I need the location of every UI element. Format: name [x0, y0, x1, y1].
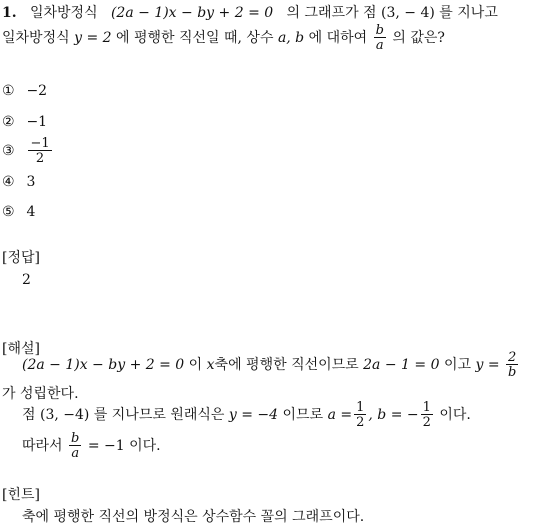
explanation-text: 축에 평행한 직선이므로: [214, 357, 359, 373]
choice-5[interactable]: [2, 204, 35, 220]
explanation-line-1: [22, 351, 520, 379]
explanation-line-4: [22, 432, 161, 460]
fraction: [354, 401, 366, 429]
explanation-text: 이고: [443, 357, 471, 373]
numerator: 1: [422, 400, 431, 415]
fraction: [421, 401, 433, 429]
equation: (2a − 1)x − by + 2 = 0: [22, 357, 185, 373]
choice-value: 3: [26, 174, 36, 190]
choice-marker: ③: [2, 143, 15, 159]
numerator: −1: [30, 136, 50, 151]
question-line-2: [2, 24, 445, 52]
answer-value: 2: [22, 272, 31, 288]
denominator: 2: [28, 150, 51, 165]
hint-text: 축에 평행한 직선의 방정식은 상수함수 꼴의 그래프이다.: [22, 509, 365, 525]
equation: (2a − 1)x − by + 2 = 0: [110, 5, 274, 21]
choice-value: −1: [26, 114, 48, 130]
choice-value: −2: [26, 83, 48, 99]
explanation-text: 이다.: [129, 438, 161, 454]
explanation-text: 따라서: [22, 438, 63, 454]
choice-marker: ⑤: [2, 204, 15, 220]
denominator: b: [508, 365, 517, 380]
question-text: 일차방정식: [2, 30, 70, 46]
question-text: 의 값은?: [392, 30, 445, 46]
choice-marker: ②: [2, 114, 15, 130]
choice-fraction: [28, 137, 51, 165]
choice-2[interactable]: [2, 114, 47, 130]
equation: y = −4: [228, 407, 279, 423]
choice-value: 4: [26, 204, 36, 220]
choice-marker: ①: [2, 83, 15, 99]
question-text: 일차방정식: [29, 5, 98, 21]
question-text: 에 평행한 직선일 때, 상수: [115, 30, 274, 46]
equation: y =: [475, 357, 500, 373]
choice-3[interactable]: [2, 137, 54, 165]
hint-label: [힌트]: [2, 487, 40, 503]
explanation-text: 이: [188, 357, 203, 373]
explanation-text: 점: [22, 407, 36, 423]
question-line-1: [2, 2, 498, 22]
numerator: b: [71, 431, 80, 446]
question-text: 의 그래프가 점 (3, − 4) 를 지나고: [286, 5, 498, 21]
explanation-line-3: [22, 401, 471, 429]
numerator: 2: [508, 350, 517, 365]
equation: y = 2: [74, 30, 112, 46]
choice-4[interactable]: [2, 174, 35, 190]
explanation-label: [해설]: [2, 341, 40, 357]
denominator: a: [374, 37, 386, 52]
equation: 2a − 1 = 0: [363, 357, 440, 373]
fraction: [374, 24, 386, 52]
numerator: 1: [356, 400, 365, 415]
question-number: 1.: [2, 5, 17, 21]
explanation-text: 이다.: [439, 407, 471, 423]
fraction: [69, 432, 81, 460]
denominator: 2: [422, 415, 431, 430]
variable: x: [206, 357, 215, 373]
numerator: b: [375, 23, 384, 38]
explanation-line-2: 가 성립한다.: [2, 386, 79, 402]
equation: , b = −: [368, 407, 419, 423]
denominator: 2: [356, 415, 365, 430]
equation: a =: [327, 407, 353, 423]
point: (3, −4): [39, 407, 90, 423]
fraction: [506, 351, 518, 379]
variables: a, b: [277, 30, 305, 46]
equation: = −1: [87, 438, 125, 454]
answer-label: [정답]: [2, 250, 40, 266]
choice-1[interactable]: [2, 83, 47, 99]
explanation-text: 이므로: [282, 407, 324, 423]
choice-marker: ④: [2, 174, 15, 190]
question-text: 에 대하여: [308, 30, 368, 46]
denominator: a: [69, 445, 81, 460]
explanation-text: 를 지나므로 원래식은: [93, 407, 225, 423]
